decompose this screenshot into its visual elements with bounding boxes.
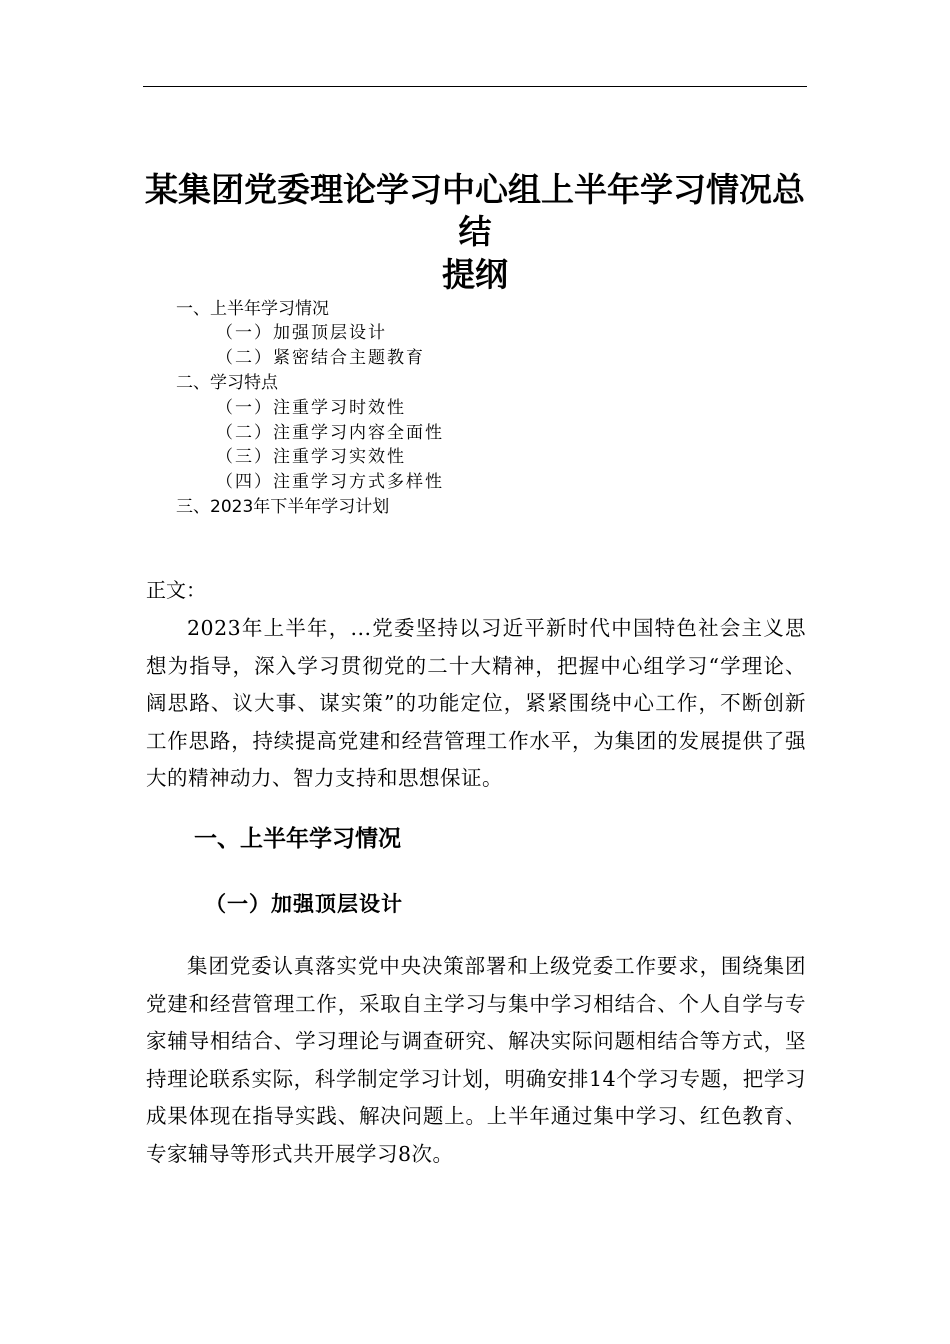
outline-item: （一）注重学习时效性	[216, 398, 406, 418]
outline-item: （二）注重学习内容全面性	[216, 423, 444, 443]
outline-item: 三、2023年下半年学习计划	[176, 497, 390, 517]
intro-paragraph: 2023年上半年，...党委坚持以习近平新时代中国特色社会主义思想为指导，深入学习贯彻党的二十大精神，把握中心组学习“学理论、阔思路、议大事、谋实策”的功能定位，紧紧围绕中心工作，不断创新工作思路，持续提高党建和经营管理工作水平，为集团的发展提供了强大的精神动力、智力支持和思想保证。	[146, 616, 806, 790]
section-heading: 一、上半年学习情况	[194, 826, 401, 852]
subsection-paragraph: 集团党委认真落实党中央决策部署和上级党委工作要求，围绕集团党建和经营管理工作，采取自主学习与集中学习相结合、个人自学与专家辅导相结合、学习理论与调查研究、解决实际问题相结合等方式，坚持理论联系实际，科学制定学习计划，明确安排14个学习专题，把学习成果体现在指导实践、解决问题上。上半年通过集中学习、红色教育、专家辅导等形式共开展学习8次。	[146, 954, 806, 1166]
outline-item: 二、学习特点	[176, 373, 278, 393]
outline-item: （三）注重学习实效性	[216, 447, 406, 467]
outline-item: （一）加强顶层设计	[216, 323, 387, 343]
subsection-heading: （一）加强顶层设计	[205, 891, 403, 916]
outline-item: （四）注重学习方式多样性	[216, 472, 444, 492]
outline-item: （二）紧密结合主题教育	[216, 348, 425, 368]
document-subtitle: 提纲	[442, 255, 508, 294]
header-rule	[143, 86, 807, 87]
document-title-line2: 结	[458, 212, 492, 251]
body-label: 正文：	[146, 578, 206, 602]
document-title-line1: 某集团党委理论学习中心组上半年学习情况总	[145, 170, 805, 209]
outline-item: 一、上半年学习情况	[176, 299, 329, 319]
